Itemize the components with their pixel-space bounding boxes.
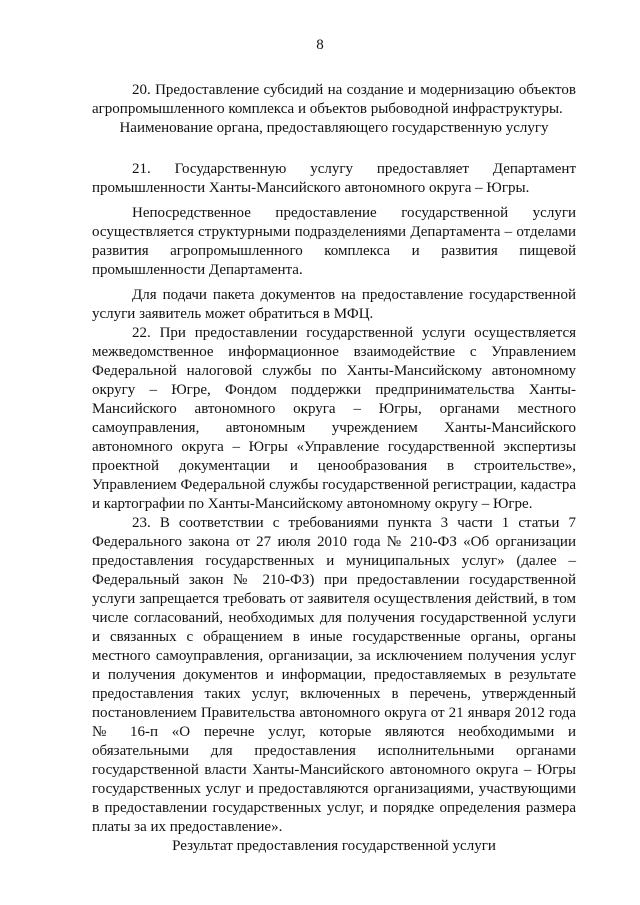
section-heading-authority: Наименование органа, предоставляющего государственную услугу	[119, 120, 549, 136]
paragraph-item-20: 20. Предоставление субсидий на создание и модернизацию объектов агропромышленного комплекса и объектов рыбоводной инфраструктуры.	[92, 82, 576, 117]
section-heading-result: Результат предоставления государственной услуги	[172, 838, 496, 854]
paragraph-item-22: 22. При предоставлении государственной услуги осуществляется межведомственное информационное взаимодействие с Управлением Федеральной налоговой службы по Ханты-Мансийскому автономному округу – Югре, Фондом поддержки предпринимательства Ханты-Мансийского автономного округа – Югры, органами местного самоуправления, автономным учреждением Ханты-Мансийского автономного округа – Югры «Управление государственной экспертизы проектной документации и ценообразования в строительстве», Управлением Федеральной службы государственной регистрации, кадастра и картографии по Ханты-Мансийскому автономному округу – Югре.	[92, 325, 576, 512]
paragraph-item-21-mfc: Для подачи пакета документов на предоставление государственной услуги заявитель может обратиться в МФЦ.	[92, 287, 576, 322]
paragraph-item-21-structural-units: Непосредственное предоставление государственной услуги осуществляется структурными подразделениями Департамента – отделами развития агропромышленного комплекса и развития пищевой промышленности Департамента.	[92, 205, 576, 278]
document-body	[92, 81, 576, 856]
paragraph-item-23: 23. В соответствии с требованиями пункта 3 части 1 статьи 7 Федерального закона от 27 июля 2010 года № 210-ФЗ «Об организации предоставления государственных и муниципальных услуг» (далее – Федеральный закон № 210-ФЗ) при предоставлении государственной услуги запрещается требовать от заявителя осуществления действий, в том числе согласований, необходимых для получения государственной услуги и связанных с обращением в иные государственные органы, органы местного самоуправления, организации, за исключением получения услуг и получения документов и информации, предоставляемых в результате предоставления таких услуг, включенных в перечень, утвержденный постановлением Правительства автономного округа от 21 января 2012 года № 16-п «О перечне услуг, которые являются необходимыми и обязательными для предоставления исполнительными органами государственной власти Ханты-Мансийского автономного округа – Югры государственных услуг и предоставляются организациями, участвующими в предоставлении государственных услуг, и порядке определения размера платы за их предоставление».	[92, 515, 576, 835]
page-number: 8	[316, 37, 324, 53]
paragraph-item-21: 21. Государственную услугу предоставляет Департамент промышленности Ханты-Мансийского автономного округа – Югры.	[92, 161, 576, 196]
